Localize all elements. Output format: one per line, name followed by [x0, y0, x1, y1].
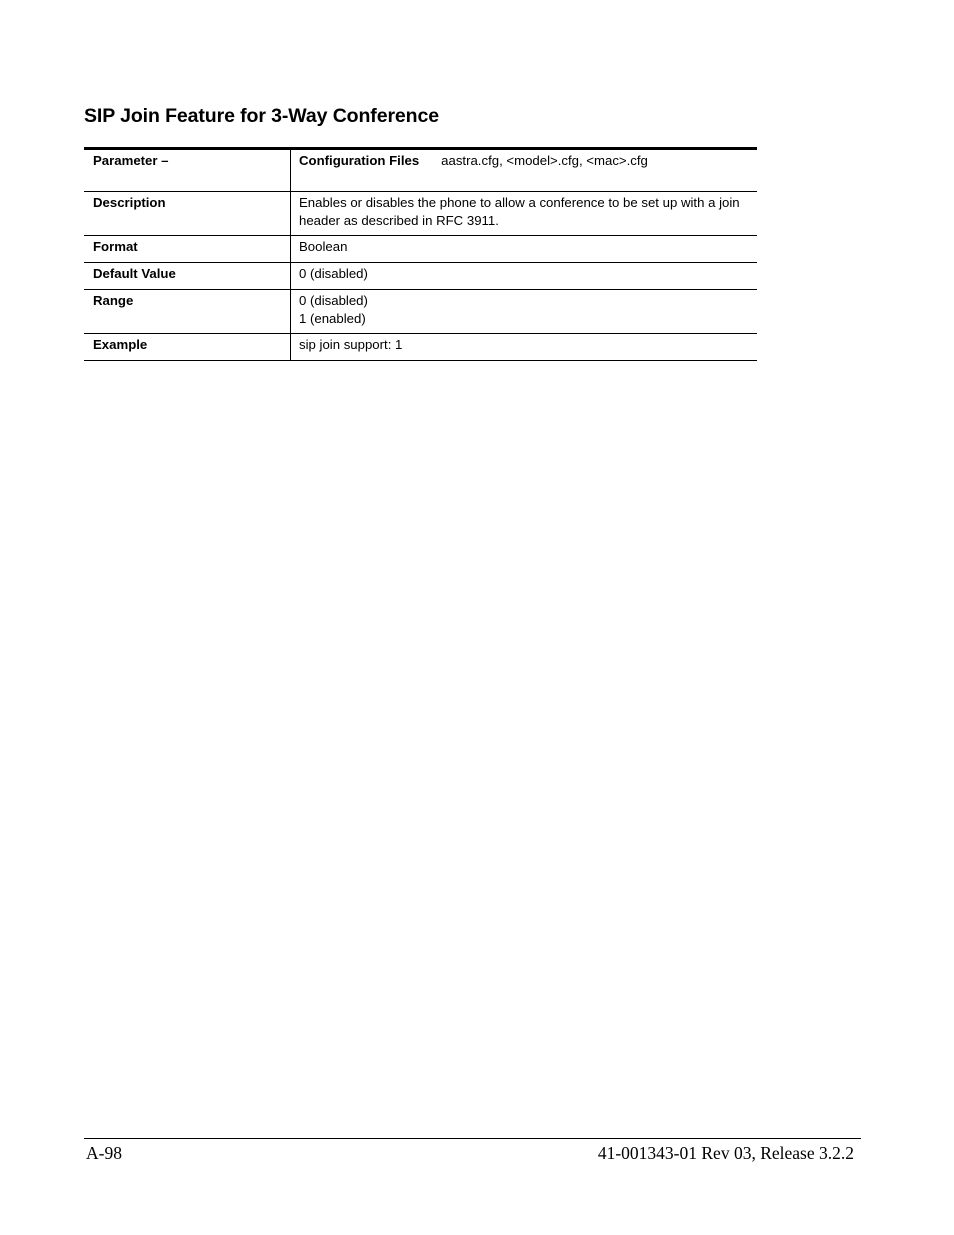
footer-divider [84, 1138, 861, 1139]
parameter-label: Parameter – [84, 149, 291, 192]
range-label: Range [84, 290, 291, 334]
document-id: 41-001343-01 Rev 03, Release 3.2.2 [597, 1143, 854, 1163]
config-files-label: Configuration Files [299, 153, 420, 168]
table-row-description [84, 192, 757, 236]
format-label: Format [84, 236, 291, 263]
range-values [291, 290, 758, 334]
section-title: SIP Join Feature for 3-Way Conference [84, 105, 439, 127]
description-label: Description [84, 192, 291, 236]
table-row-format [84, 236, 757, 263]
format-value: Boolean [291, 236, 758, 263]
page-number: A-98 [86, 1143, 122, 1163]
default-value-label: Default Value [84, 263, 291, 290]
description-value: Enables or disables the phone to allow a conference to be set up with a join header as described in RFC 3911. [291, 192, 758, 236]
range-value-0: 0 (disabled) [299, 293, 368, 308]
table-row-default-value [84, 263, 757, 290]
table-row-parameter [84, 149, 757, 192]
config-files-cell [291, 149, 758, 192]
example-value: sip join support: 1 [291, 334, 758, 361]
default-value-value: 0 (disabled) [291, 263, 758, 290]
range-value-1: 1 (enabled) [299, 310, 366, 326]
parameter-table [84, 147, 757, 361]
example-label: Example [84, 334, 291, 361]
config-files-value: aastra.cfg, <model>.cfg, <mac>.cfg [441, 153, 648, 168]
table-row-range [84, 290, 757, 334]
table-row-example [84, 334, 757, 361]
